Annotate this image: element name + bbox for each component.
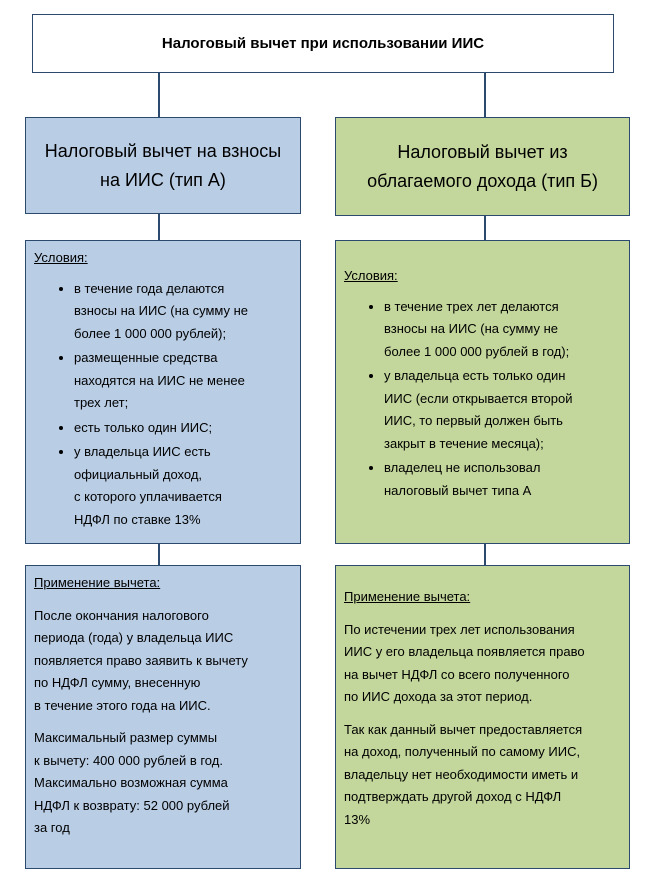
condition-item: • размещенные средства находятся на ИИС не менее трех лет;	[74, 347, 292, 415]
conditions-label: Условия:	[34, 250, 88, 265]
condition-item: • у владельца ИИС есть официальный доход, с которого уплачивается НДФЛ по ставке 13%	[74, 441, 292, 531]
application-text: По истечении трех лет использования ИИС у его владельца появляется право на вычет НДФЛ со всего полученного по ИИС дохода за этот период.	[344, 621, 585, 704]
connector	[484, 543, 486, 565]
condition-item: • у владельца есть только один ИИС (если открывается второй ИИС, то первый должен быть закрыт в течение месяца);	[384, 365, 621, 455]
condition-item: • есть только один ИИС;	[74, 417, 292, 440]
diagram-title: Налоговый вычет при использовании ИИС	[32, 14, 614, 73]
connector	[158, 543, 160, 565]
connector	[484, 215, 486, 240]
type-a-heading: Налоговый вычет на взносы на ИИС (тип А)	[25, 117, 301, 214]
connector	[158, 73, 160, 117]
application-text: Максимальный размер суммы к вычету: 400 000 рублей в год. Максимально возможная сумма НДФЛ к возврату: 52 000 рублей за год	[34, 730, 230, 835]
type-b-conditions	[335, 240, 630, 544]
condition-item: • в течение трех лет делаются взносы на ИИС (на сумму не более 1 000 000 рублей в год);	[384, 296, 621, 364]
type-a-application	[25, 565, 301, 869]
connector	[484, 73, 486, 117]
type-b-heading: Налоговый вычет из облагаемого дохода (тип Б)	[335, 117, 630, 216]
application-label: Применение вычета:	[344, 589, 471, 604]
conditions-label: Условия:	[344, 268, 398, 283]
condition-item: • в течение года делаются взносы на ИИС (на сумму не более 1 000 000 рублей);	[74, 278, 292, 346]
condition-item: • владелец не использовал налоговый вычет типа А	[384, 457, 621, 502]
application-label: Применение вычета:	[34, 575, 161, 590]
connector	[158, 213, 160, 240]
application-text: После окончания налогового периода (года) у владельца ИИС появляется право заявить к вычету по НДФЛ сумму, внесенную в течение этого года на ИИС.	[34, 607, 248, 713]
type-b-application	[335, 565, 630, 869]
application-text: Так как данный вычет предоставляется на доход, полученный по самому ИИС, владельцу нет необходимости иметь и подтверждать другой доход с НДФЛ 13%	[344, 721, 583, 827]
type-a-conditions	[25, 240, 301, 544]
